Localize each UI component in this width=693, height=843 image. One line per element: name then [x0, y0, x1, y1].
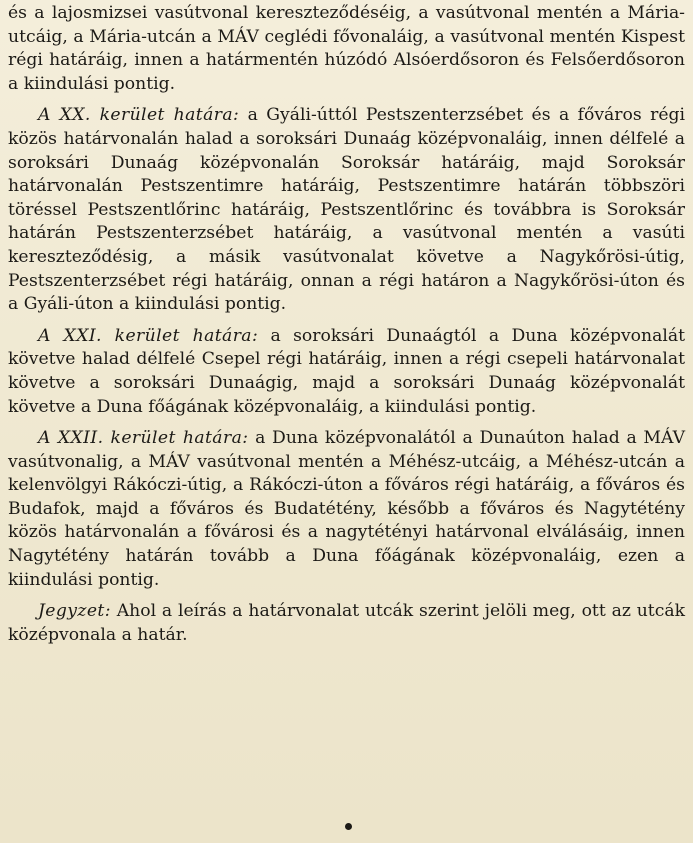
- paragraph-body: a Duna középvonalától a Dunaúton halad a MÁV vasútvonalig, a MÁV vasútvonal mentén a Méhész-utcáig, a Méhész-utcán a kelenvölgyi Rákóczi-útig, a Rákóczi-úton a főváros régi határáig, a főváros és Budafok, majd a főváros és Budatétény, később a főváros és Nagytétény közös határvonalán a fővárosi és a nagytétényi határvonal elválásáig, innen Nagytétény határán tovább a Duna főágának középvonaláig, ezen a kiindulási pontig.: [8, 428, 685, 590]
- paragraph-body: a soroksári Dunaágtól a Duna középvonalát követve halad délfelé Csepel régi határáig, innen a régi csepeli határvonalat követve a soroksári Dunaágig, majd a soroksári Dunaág középvonalát követve a Duna főágának középvonaláig, a kiindulási pontig.: [8, 325, 686, 417]
- paragraph-body: Ahol a leírás a határvonalat utcák szerint jelöli meg, ott az utcák középvonala a határ.: [8, 601, 685, 645]
- paragraph-heading: A XXII. kerület határa:: [38, 428, 249, 449]
- paragraph-note: [8, 600, 685, 647]
- paragraph-heading: Jegyzet:: [38, 601, 111, 622]
- page-bullet-mark: [345, 823, 352, 830]
- paragraph-body: és a lajosmizsei vasútvonal kereszteződéséig, a vasútvonal mentén a Mária-utcáig, a Mária-utcán a MÁV ceglédi fővonaláig, a vasútvonal mentén Kispest régi határáig, innen a határmentén húzódó Alsóerdősoron és Felsőerdősoron a kiindulási pontig.: [8, 3, 685, 94]
- paragraph-heading: A XXI. kerület határa:: [38, 325, 259, 346]
- paragraph-continuation: [8, 2, 685, 96]
- paragraph-district-xx: [8, 104, 685, 316]
- paragraph-district-xxii: [8, 427, 685, 592]
- paragraph-heading: A XX. kerület határa:: [38, 105, 240, 126]
- paragraph-body: a Gyáli-úttól Pestszenterzsébet és a főváros régi közös határvonalán halad a soroksári Dunaág középvonaláig, innen délfelé a soroksári Dunaág középvonalán Soroksár határáig, majd Soroksár határvonalán Pestszentimre határáig, Pestszentimre határán többszöri töréssel Pestszentlőrinc határáig, Pestszentlőrinc és továbbra is Soroksár határán Pestszenterzsébet határáig, a vasútvonal mentén a vasúti kereszteződésig, a másik vasútvonalat követve a Nagykőrösi-útig, Pestszenterzsébet régi határáig, onnan a régi határon a Nagykőrösi-úton és a Gyáli-úton a kiindulási pontig.: [8, 105, 685, 315]
- paragraph-district-xxi: [8, 325, 685, 419]
